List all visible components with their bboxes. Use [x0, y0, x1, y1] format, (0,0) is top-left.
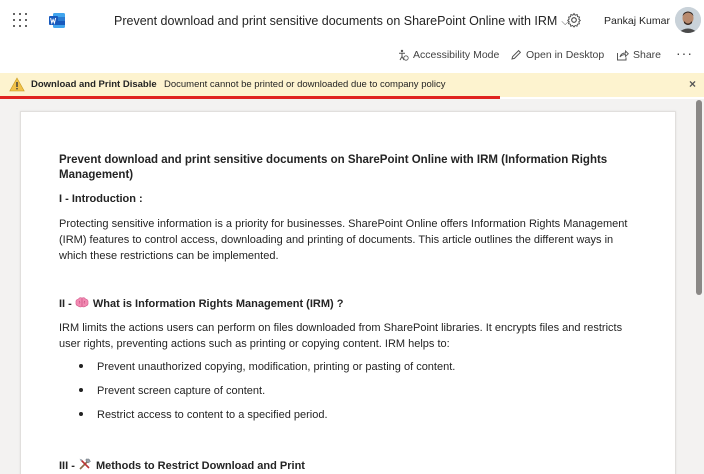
banner-title: Download and Print Disable: [31, 79, 157, 90]
section-methods-title: Methods to Restrict Download and Print: [95, 460, 305, 472]
more-options-icon[interactable]: ···: [676, 45, 693, 61]
policy-banner: [0, 73, 704, 97]
banner-message: Document cannot be printed or downloaded due to company policy: [164, 79, 446, 90]
app-launcher-icon[interactable]: [13, 13, 27, 27]
accessibility-mode-button[interactable]: [397, 49, 499, 61]
list-item-text: Prevent unauthorized copying, modification, printing or pasting of content.: [97, 361, 456, 373]
list-item-text: Prevent screen capture of content.: [97, 385, 266, 397]
list-item-text: Restrict access to content to a specified period.: [97, 409, 328, 421]
word-logo-icon[interactable]: [49, 12, 66, 29]
tools-icon: [78, 458, 92, 470]
user-name: Pankaj Kumar: [604, 15, 670, 27]
accessibility-mode-label: Accessibility Mode: [413, 49, 500, 61]
section-introduction-text: Protecting sensitive information is a priority for businesses. SharePoint Online offers Information Rights Management (IRM) features to control access, downloading and printing of documents. This article outlines the different ways in which these restrictions can be implemented.: [59, 218, 628, 262]
section-irm-text: IRM limits the actions users can perform on files downloaded from SharePoint libraries. It encrypts files and restricts user rights, preventing actions such as printing or copying content. IRM helps to:: [59, 322, 623, 350]
document-title-text: Prevent download and print sensitive documents on SharePoint Online with IRM: [114, 14, 558, 28]
section-irm-prefix: II -: [59, 298, 75, 310]
section-methods-heading: [59, 458, 305, 472]
section-irm-heading: [59, 297, 343, 310]
open-in-desktop-button[interactable]: [510, 49, 604, 61]
list-item: [79, 385, 265, 397]
accessibility-icon: [397, 49, 409, 61]
share-icon: [616, 49, 629, 61]
share-label: Share: [633, 49, 662, 61]
document-title[interactable]: [114, 14, 569, 28]
share-button[interactable]: [616, 49, 661, 61]
command-bar: [0, 43, 704, 69]
avatar[interactable]: [675, 7, 701, 33]
scrollbar-thumb[interactable]: [696, 100, 702, 295]
close-icon[interactable]: ×: [689, 77, 697, 91]
list-item: [79, 409, 328, 421]
warning-icon: [9, 77, 25, 92]
brain-icon: [75, 297, 89, 308]
pencil-icon: [510, 49, 522, 61]
document-main-heading: Prevent download and print sensitive documents on SharePoint Online with IRM (Information Rights Management): [59, 154, 608, 181]
section-irm-title: What is Information Rights Management (IRM) ?: [92, 298, 344, 310]
chevron-down-icon: ⌵: [561, 17, 569, 28]
open-in-desktop-label: Open in Desktop: [526, 49, 605, 61]
gear-icon[interactable]: [566, 12, 582, 28]
section-methods-prefix: III -: [59, 460, 78, 472]
list-item: [79, 361, 455, 373]
app-header: [0, 0, 704, 43]
section-introduction-heading: I - Introduction :: [59, 193, 143, 205]
